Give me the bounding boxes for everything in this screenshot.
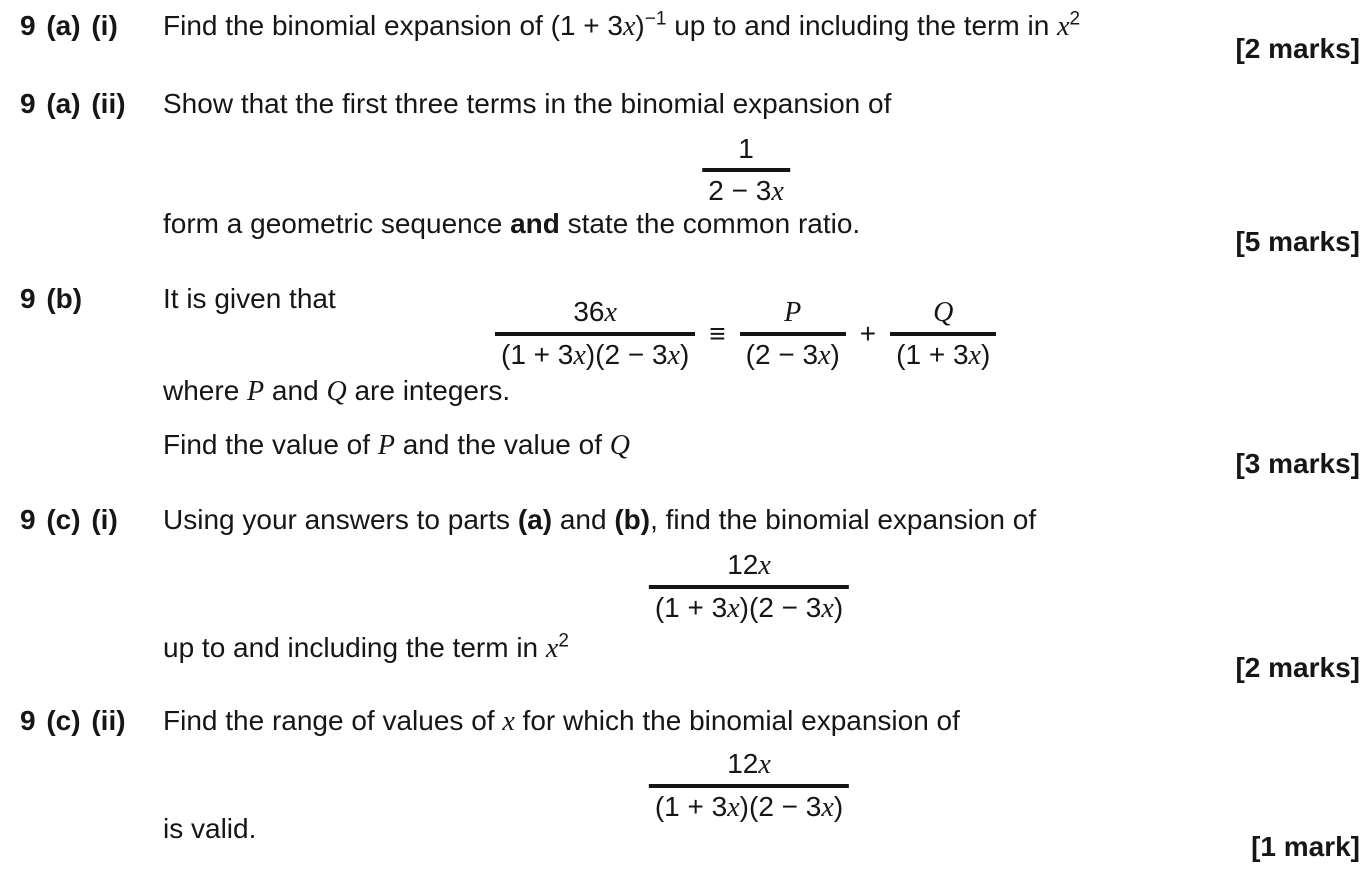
marks-badge-9-c-i: [2 marks]: [1235, 652, 1360, 683]
exponent-2: 2: [558, 630, 569, 652]
question-text-9-c-i-continued: [163, 632, 569, 665]
question-label-9-b: 9 (b): [20, 283, 83, 314]
math-variable-x: x: [727, 593, 740, 625]
text-run: and the value of: [394, 429, 610, 460]
question-text-9-c-ii: [163, 705, 960, 738]
bold-part-a: (a): [517, 504, 553, 535]
text-run: , find the binomial expansion of: [650, 504, 1037, 535]
marks-badge-9-a-i: [2 marks]: [1235, 33, 1360, 64]
text-run: 2 − 3: [708, 175, 772, 207]
bold-word-and: and: [510, 208, 560, 239]
fraction-numerator: [721, 549, 777, 585]
text-run: are integers.: [346, 375, 511, 406]
math-variable-P: P: [247, 376, 265, 407]
math-variable-x: x: [821, 593, 834, 625]
question-label-9-a-ii: 9 (a) (ii): [20, 88, 126, 119]
question-text-9-a-i: [163, 10, 1080, 43]
fraction-denominator: [702, 168, 790, 208]
fraction-denominator: [649, 585, 849, 625]
math-variable-x: x: [968, 339, 981, 371]
math-variable-x: x: [771, 176, 784, 208]
partial-fractions-identity: [495, 296, 996, 372]
bold-part-b: (b): [614, 504, 651, 535]
fraction-P-over-2-minus-3x: [740, 297, 846, 372]
math-variable-x: x: [545, 633, 559, 664]
text-run: Find the value of: [163, 429, 378, 460]
text-run: up to and including the term in: [666, 10, 1058, 41]
text-run: (1 + 3: [501, 339, 574, 371]
question-text-9-a-ii: Show that the first three terms in the binomial expansion of: [163, 88, 892, 119]
text-run: ): [980, 338, 991, 370]
math-variable-Q: Q: [933, 296, 954, 328]
exponent-2: 2: [1069, 8, 1081, 30]
question-label-9-c-i: 9 (c) (i): [20, 504, 118, 535]
question-text-9-c-ii-continued: is valid.: [163, 813, 257, 844]
text-run: 36: [573, 296, 605, 327]
text-run: ): [679, 339, 690, 371]
question-label-9-c-ii: 9 (c) (ii): [20, 705, 126, 736]
math-variable-x: x: [818, 339, 831, 371]
fraction-36x-over-product: [495, 296, 695, 372]
fraction-denominator: [890, 332, 996, 372]
text-run: and: [264, 375, 327, 406]
math-variable-x: x: [727, 792, 740, 824]
text-run: )(2 − 3: [739, 791, 822, 823]
question-text-9-b-where: [163, 375, 510, 408]
text-run: 12: [727, 549, 759, 580]
math-variable-Q: Q: [609, 430, 630, 461]
text-run: ): [833, 791, 844, 823]
text-run: up to and including the term in: [163, 632, 546, 663]
text-run: (2 − 3: [745, 338, 819, 370]
math-variable-x: x: [758, 550, 771, 581]
text-run: form a geometric sequence: [163, 208, 511, 239]
fraction-1-over-2-minus-3x: [702, 133, 790, 208]
question-label-9-a-i: 9 (a) (i): [20, 10, 118, 41]
fraction-numerator: [567, 296, 623, 332]
question-text-9-c-i: [163, 504, 1036, 536]
math-variable-Q: Q: [326, 376, 347, 407]
text-run: Using your answers to parts: [163, 504, 518, 535]
question-text-9-b-find: [163, 429, 630, 462]
math-variable-x: x: [758, 749, 771, 780]
math-variable-P: P: [784, 296, 802, 328]
math-variable-x: x: [622, 11, 636, 42]
math-variable-x: x: [821, 792, 834, 824]
text-run: )(2 − 3: [739, 592, 822, 624]
text-run: ): [833, 592, 844, 624]
math-variable-P: P: [377, 430, 395, 461]
text-run: Find the range of values of: [163, 705, 503, 736]
question-text-9-b-intro: It is given that: [163, 283, 336, 314]
exponent-minus-1: −1: [644, 8, 667, 30]
fraction-12x-over-product: [649, 549, 849, 625]
text-run: state the common ratio.: [559, 208, 861, 239]
math-variable-x: x: [1057, 11, 1070, 42]
identity-symbol: ≡: [709, 318, 726, 350]
text-run: Find the binomial expansion of (1 + 3: [163, 10, 623, 41]
marks-badge-9-b: [3 marks]: [1235, 448, 1360, 479]
text-run: and: [552, 504, 615, 535]
fraction-denominator: [740, 332, 846, 372]
text-run: (1 + 3: [654, 592, 728, 624]
text-run: 12: [727, 748, 759, 779]
math-variable-x: x: [573, 340, 586, 372]
question-text-9-a-ii-continued: [163, 208, 860, 240]
fraction-numerator: 1: [738, 133, 754, 164]
text-run: (1 + 3: [654, 791, 728, 823]
fraction-Q-over-1-plus-3x: [890, 297, 996, 372]
text-run: )(2 − 3: [585, 339, 668, 371]
math-variable-x: x: [502, 706, 515, 737]
fraction-denominator: [495, 332, 695, 372]
marks-badge-9-c-ii: [1 mark]: [1251, 831, 1360, 862]
fraction-12x-over-product: [649, 748, 849, 824]
text-run: (1 + 3: [896, 338, 969, 370]
plus-symbol: +: [859, 318, 877, 350]
text-run: where: [163, 375, 248, 406]
text-run: ): [635, 10, 645, 41]
text-run: ): [830, 338, 840, 370]
math-variable-x: x: [604, 297, 617, 328]
fraction-denominator: [649, 784, 849, 824]
text-run: for which the binomial expansion of: [514, 705, 960, 736]
fraction-numerator: [721, 748, 777, 784]
marks-badge-9-a-ii: [5 marks]: [1235, 226, 1360, 257]
math-variable-x: x: [667, 340, 680, 372]
